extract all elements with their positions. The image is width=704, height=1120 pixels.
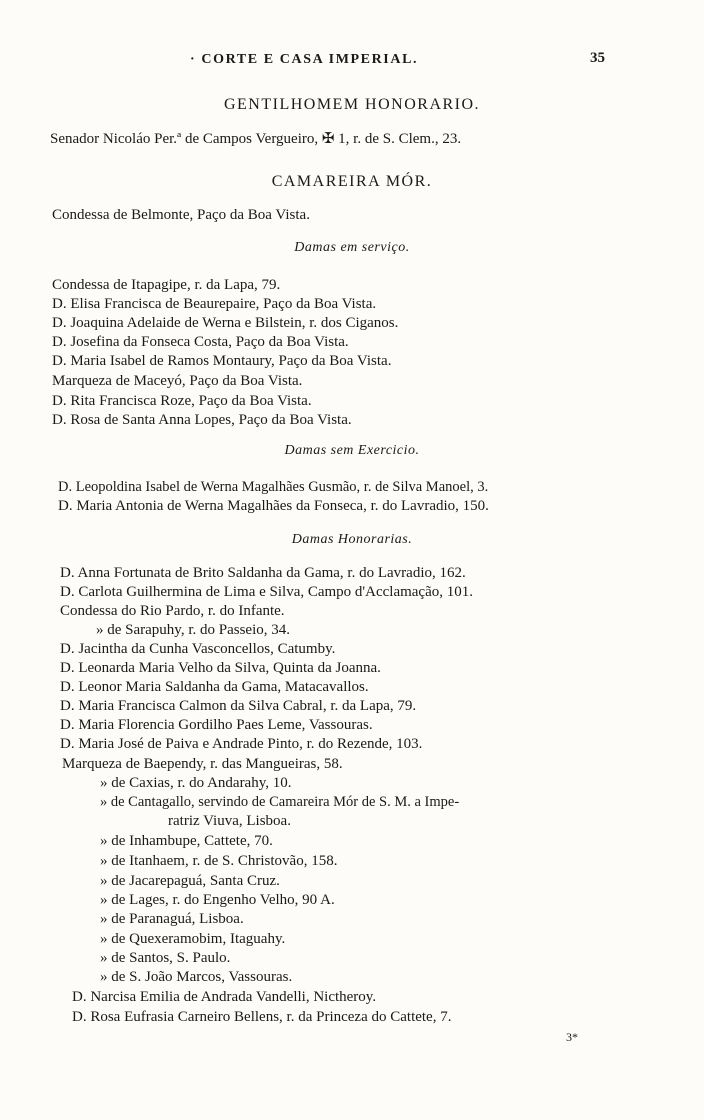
- list-item: » de Sarapuhy, r. do Passeio, 34.: [96, 622, 291, 638]
- list-item: » de Jacarepaguá, Santa Cruz.: [100, 873, 280, 889]
- list-item: Marqueza de Maceyó, Paço da Boa Vista.: [52, 373, 303, 389]
- list-item: D. Elisa Francisca de Beaurepaire, Paço da Boa Vista.: [52, 296, 377, 312]
- list-item: » de Itanhaem, r. de S. Christovão, 158.: [100, 853, 338, 869]
- list-item: Condessa de Itapagipe, r. da Lapa, 79.: [52, 277, 281, 293]
- list-item: D. Maria Isabel de Ramos Montaury, Paço da Boa Vista.: [52, 353, 392, 369]
- list-item: » de S. João Marcos, Vassouras.: [100, 969, 293, 985]
- list-item: D. Joaquina Adelaide de Werna e Bilstein, r. dos Ciganos.: [52, 315, 399, 331]
- list-item: D. Leopoldina Isabel de Werna Magalhães Gusmão, r. de Silva Manoel, 3.: [58, 479, 489, 495]
- list-item: D. Maria Francisca Calmon da Silva Cabral, r. da Lapa, 79.: [60, 698, 417, 714]
- list-item: D. Maria José de Paiva e Andrade Pinto, r. do Rezende, 103.: [60, 736, 423, 752]
- list-item: D. Rita Francisca Roze, Paço da Boa Vista.: [52, 393, 312, 409]
- heading-damas-sem-exercicio: Damas sem Exercicio.: [284, 443, 420, 458]
- list-item: D. Leonarda Maria Velho da Silva, Quinta da Joanna.: [60, 660, 381, 676]
- heading-gentilhomem: GENTILHOMEM HONORARIO.: [223, 96, 481, 113]
- page-number: 35: [590, 50, 605, 66]
- list-item: » de Inhambupe, Cattete, 70.: [100, 833, 273, 849]
- list-item: D. Josefina da Fonseca Costa, Paço da Boa Vista.: [52, 334, 349, 350]
- list-item: D. Maria Florencia Gordilho Paes Leme, Vassouras.: [60, 717, 373, 733]
- list-item: » de Caxias, r. do Andarahy, 10.: [100, 775, 292, 791]
- list-item: D. Maria Antonia de Werna Magalhães da Fonseca, r. do Lavradio, 150.: [58, 498, 489, 514]
- list-item: D. Rosa de Santa Anna Lopes, Paço da Boa Vista.: [52, 412, 352, 428]
- list-item: D. Jacintha da Cunha Vasconcellos, Catumby.: [60, 641, 336, 657]
- list-item: D. Leonor Maria Saldanha da Gama, Matacavallos.: [60, 679, 369, 695]
- list-item: D. Anna Fortunata de Brito Saldanha da Gama, r. do Lavradio, 162.: [60, 565, 466, 581]
- list-item: D. Narcisa Emilia de Andrada Vandelli, Nictheroy.: [72, 989, 377, 1005]
- heading-damas-honorarias: Damas Honorarias.: [291, 532, 413, 547]
- heading-damas-servico: Damas em serviço.: [294, 240, 410, 255]
- list-item: D. Carlota Guilhermina de Lima e Silva, Campo d'Acclamação, 101.: [60, 584, 473, 600]
- list-item: » de Santos, S. Paulo.: [100, 950, 231, 966]
- catchword: 3*: [566, 1030, 578, 1044]
- running-head: · CORTE E CASA IMPERIAL.: [190, 52, 419, 67]
- entry-gentilhomem: Senador Nicoláo Per.ª de Campos Vergueiro, ✠ 1, r. de S. Clem., 23.: [50, 131, 462, 147]
- entry-camareira: Condessa de Belmonte, Paço da Boa Vista.: [52, 207, 310, 223]
- heading-camareira: CAMAREIRA MÓR.: [271, 173, 433, 190]
- list-item: » de Cantagallo, servindo de Camareira Mór de S. M. a Impe-: [100, 794, 460, 810]
- list-item: » de Paranaguá, Lisboa.: [100, 911, 244, 927]
- list-item: Marqueza de Baependy, r. das Mangueiras, 58.: [62, 756, 343, 772]
- list-item: » de Lages, r. do Engenho Velho, 90 A.: [100, 892, 335, 908]
- list-item: Condessa do Rio Pardo, r. do Infante.: [60, 603, 285, 619]
- list-item: D. Rosa Eufrasia Carneiro Bellens, r. da Princeza do Cattete, 7.: [72, 1009, 452, 1025]
- list-item: » de Quexeramobim, Itaguahy.: [100, 931, 286, 947]
- list-item: ratriz Viuva, Lisboa.: [168, 813, 291, 829]
